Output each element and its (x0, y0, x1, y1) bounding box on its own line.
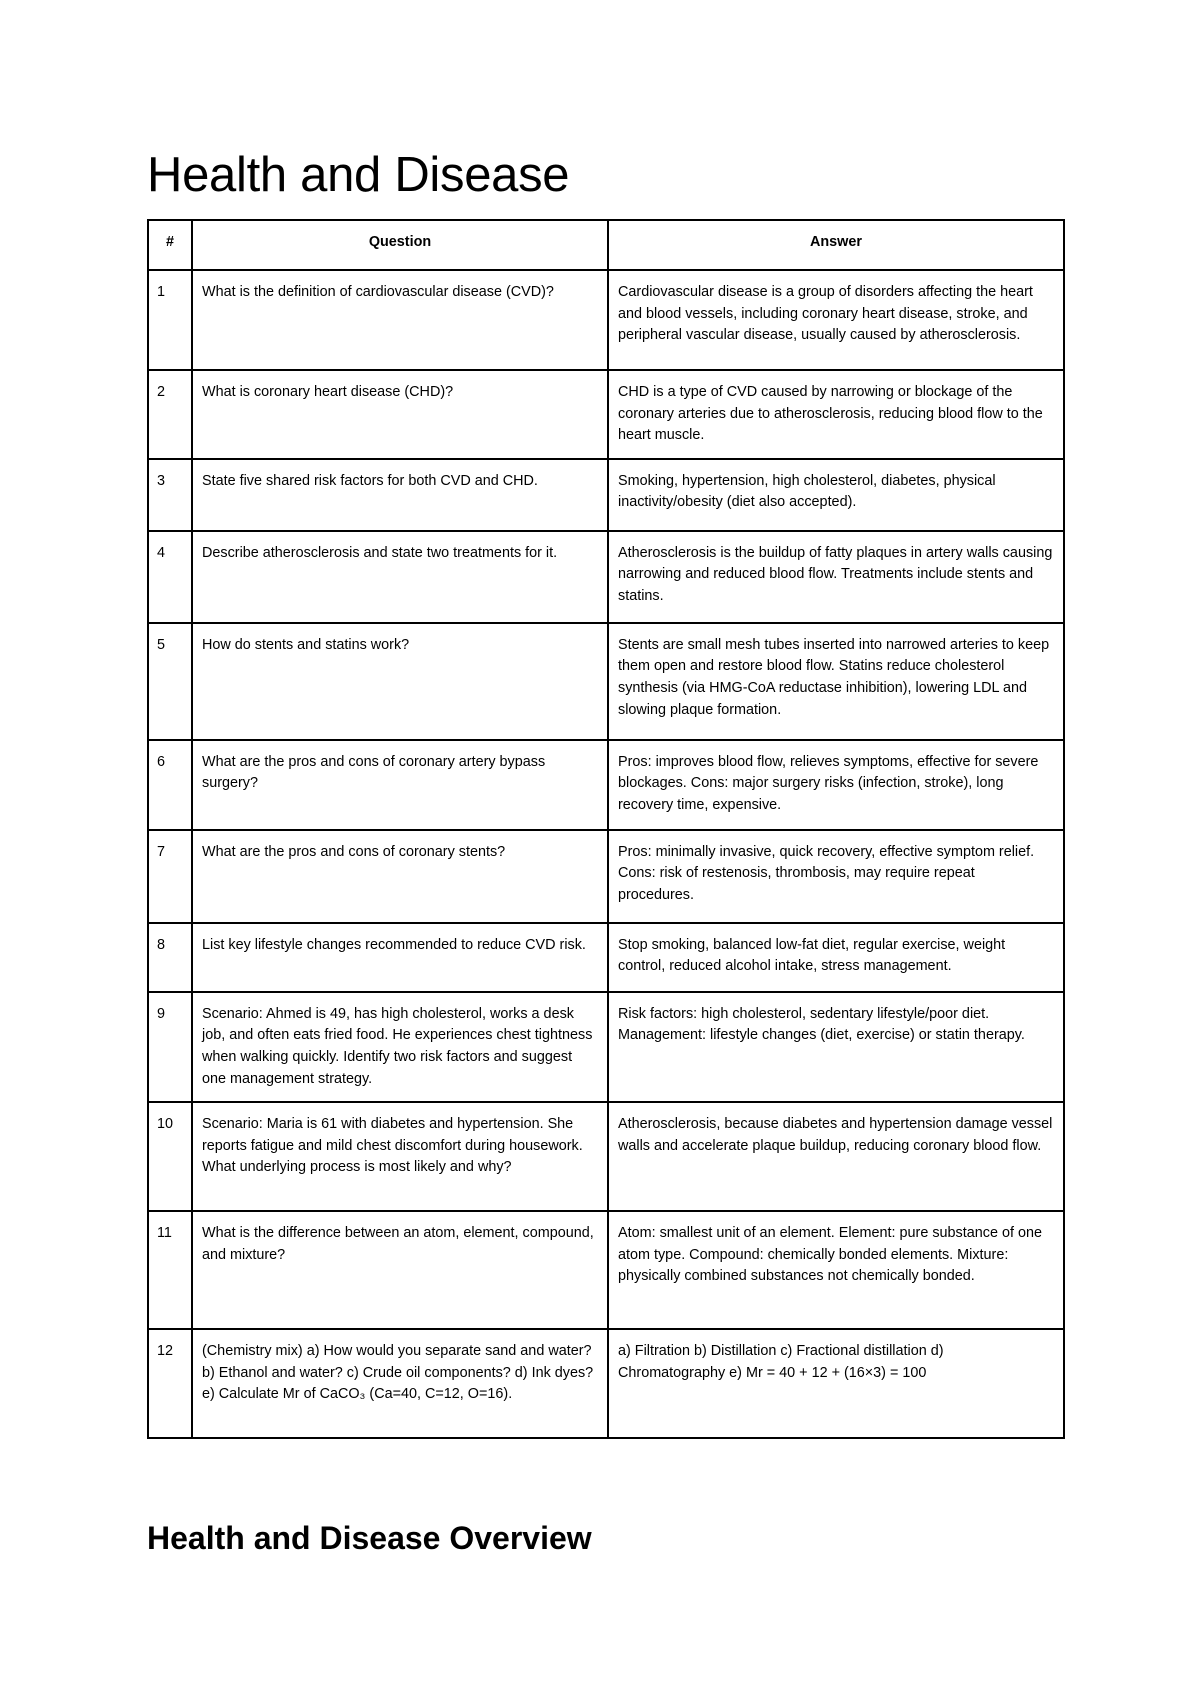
row-answer: Stop smoking, balanced low-fat diet, regular exercise, weight control, reduced alcohol intake, stress management. (608, 923, 1064, 992)
row-number: 2 (148, 370, 192, 459)
table-row (148, 740, 1064, 830)
row-answer: Atom: smallest unit of an element. Element: pure substance of one atom type. Compound: chemically bonded elements. Mixture: physically combined substances not chemically bonded. (608, 1211, 1064, 1329)
row-number: 4 (148, 531, 192, 623)
row-question: Describe atherosclerosis and state two treatments for it. (192, 531, 608, 623)
table-row (148, 923, 1064, 992)
table-header-row (148, 220, 1064, 270)
row-answer: Risk factors: high cholesterol, sedentary lifestyle/poor diet. Management: lifestyle changes (diet, exercise) or statin therapy. (608, 992, 1064, 1102)
row-number: 1 (148, 270, 192, 370)
row-question: Scenario: Ahmed is 49, has high cholesterol, works a desk job, and often eats fried food. He experiences chest tightness when walking quickly. Identify two risk factors and suggest one management strategy. (192, 992, 608, 1102)
row-answer: a) Filtration b) Distillation c) Fractional distillation d) Chromatography e) Mr = 40 + 12 + (16×3) = 100 (608, 1329, 1064, 1438)
row-answer: Pros: minimally invasive, quick recovery, effective symptom relief. Cons: risk of restenosis, thrombosis, may require repeat procedures. (608, 830, 1064, 923)
row-question: Scenario: Maria is 61 with diabetes and hypertension. She reports fatigue and mild chest discomfort during housework. What underlying process is most likely and why? (192, 1102, 608, 1211)
row-number: 11 (148, 1211, 192, 1329)
section-heading: Health and Disease Overview (147, 1520, 592, 1556)
table-row (148, 623, 1064, 740)
table-row (148, 992, 1064, 1102)
row-question: State five shared risk factors for both CVD and CHD. (192, 459, 608, 531)
header-question: Question (192, 220, 608, 270)
row-answer: Atherosclerosis, because diabetes and hypertension damage vessel walls and accelerate plaque buildup, reducing coronary blood flow. (608, 1102, 1064, 1211)
row-number: 7 (148, 830, 192, 923)
table-row (148, 830, 1064, 923)
row-answer: Stents are small mesh tubes inserted into narrowed arteries to keep them open and restore blood flow. Statins reduce cholesterol synthesis (via HMG-CoA reductase inhibition), lowering LDL and slowing plaque formation. (608, 623, 1064, 740)
page-title: Health and Disease (147, 148, 570, 202)
table-row (148, 1329, 1064, 1438)
header-answer: Answer (608, 220, 1064, 270)
header-number: # (148, 220, 192, 270)
row-answer: Pros: improves blood flow, relieves symptoms, effective for severe blockages. Cons: major surgery risks (infection, stroke), long recovery time, expensive. (608, 740, 1064, 830)
row-number: 10 (148, 1102, 192, 1211)
row-number: 12 (148, 1329, 192, 1438)
row-number: 9 (148, 992, 192, 1102)
row-question: What are the pros and cons of coronary artery bypass surgery? (192, 740, 608, 830)
table-row (148, 1211, 1064, 1329)
qa-table (147, 219, 1065, 1439)
table-row (148, 270, 1064, 370)
row-answer: Cardiovascular disease is a group of disorders affecting the heart and blood vessels, including coronary heart disease, stroke, and peripheral vascular disease, usually caused by atherosclerosis. (608, 270, 1064, 370)
row-number: 5 (148, 623, 192, 740)
row-number: 8 (148, 923, 192, 992)
row-answer: Atherosclerosis is the buildup of fatty plaques in artery walls causing narrowing and reduced blood flow. Treatments include stents and statins. (608, 531, 1064, 623)
row-question: What is the definition of cardiovascular disease (CVD)? (192, 270, 608, 370)
table-row (148, 459, 1064, 531)
row-answer: CHD is a type of CVD caused by narrowing or blockage of the coronary arteries due to atherosclerosis, reducing blood flow to the heart muscle. (608, 370, 1064, 459)
row-question: What is coronary heart disease (CHD)? (192, 370, 608, 459)
row-question: List key lifestyle changes recommended to reduce CVD risk. (192, 923, 608, 992)
row-question: (Chemistry mix) a) How would you separate sand and water? b) Ethanol and water? c) Crude oil components? d) Ink dyes? e) Calculate Mr of CaCO₃ (Ca=40, C=12, O=16). (192, 1329, 608, 1438)
row-number: 3 (148, 459, 192, 531)
row-question: What is the difference between an atom, element, compound, and mixture? (192, 1211, 608, 1329)
row-question: How do stents and statins work? (192, 623, 608, 740)
row-number: 6 (148, 740, 192, 830)
table-row (148, 531, 1064, 623)
row-question: What are the pros and cons of coronary stents? (192, 830, 608, 923)
table-row (148, 1102, 1064, 1211)
table-row (148, 370, 1064, 459)
row-answer: Smoking, hypertension, high cholesterol, diabetes, physical inactivity/obesity (diet also accepted). (608, 459, 1064, 531)
